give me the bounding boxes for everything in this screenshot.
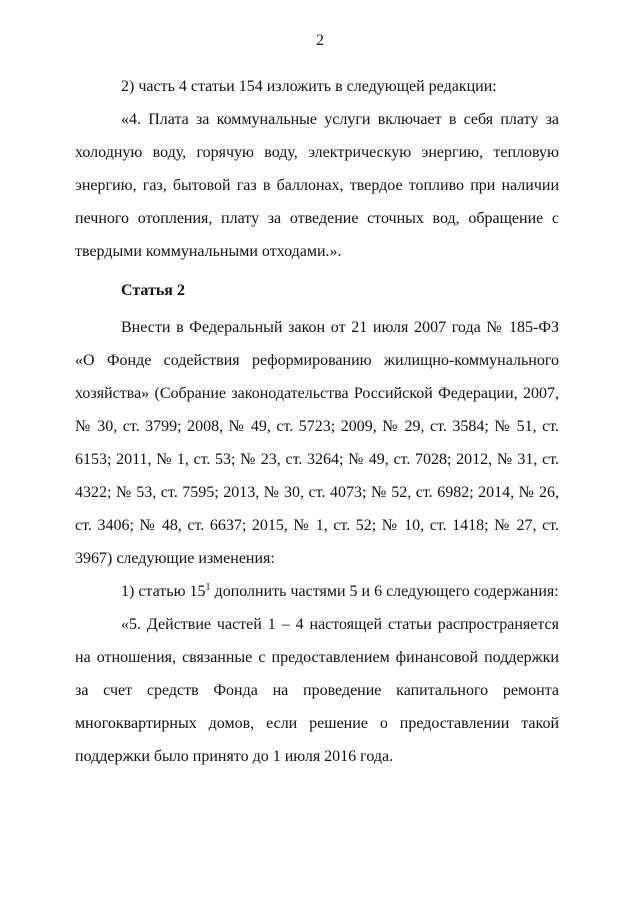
paragraph-amendment-item-1 [75,575,559,608]
item-1-text-start: 1) статью 15 [121,583,206,600]
article-2-heading: Статья 2 [121,282,185,299]
page-number: 2 [316,32,324,49]
article-number-superscript: 1 [205,582,211,593]
paragraph-part-5-text: «5. Действие частей 1 – 4 настоящей статьи распространяется на отношения, связанные с предоставлением финансовой поддержки за счет средств Фонда на проведение капитального ремонта многоквартирных домов, если решение о предоставлении такой поддержки было принято до 1 июля 2016 года. [75,616,559,765]
item-1-text-end: дополнить частями 5 и 6 следующего содержания: [210,583,559,600]
document-body [75,70,559,773]
paragraph-amendment-item-2: 2) часть 4 статьи 154 изложить в следующей редакции: [121,78,497,95]
paragraph-article-2-intro: Внести в Федеральный закон от 21 июля 2007 года № 185-ФЗ «О Фонде содействия реформированию жилищно-коммунального хозяйства» (Собрание законодательства Российской Федерации, 2007, № 30, ст. 3799; 2008, № 49, ст. 5723; 2009, № 29, ст. 3584; № 51, ст. 6153; 2011, № 1, ст. 53; № 23, ст. 3264; № 49, ст. 7028; 2012, № 31, ст. 4322; № 53, ст. 7595; 2013, № 30, ст. 4073; № 52, ст. 6982; 2014, № 26, ст. 3406; № 48, ст. 6637; 2015, № 1, ст. 52; № 10, ст. 1418; № 27, ст. 3967) следующие изменения: [75,319,559,567]
paragraph-article-154-part-4-text: «4. Плата за коммунальные услуги включает в себя плату за холодную воду, горячую воду, электрическую энергию, тепловую энергию, газ, бытовой газ в баллонах, твердое топливо при наличии печного отопления, плату за отведение сточных вод, обращение с твердыми коммунальными отходами.». [75,111,559,260]
